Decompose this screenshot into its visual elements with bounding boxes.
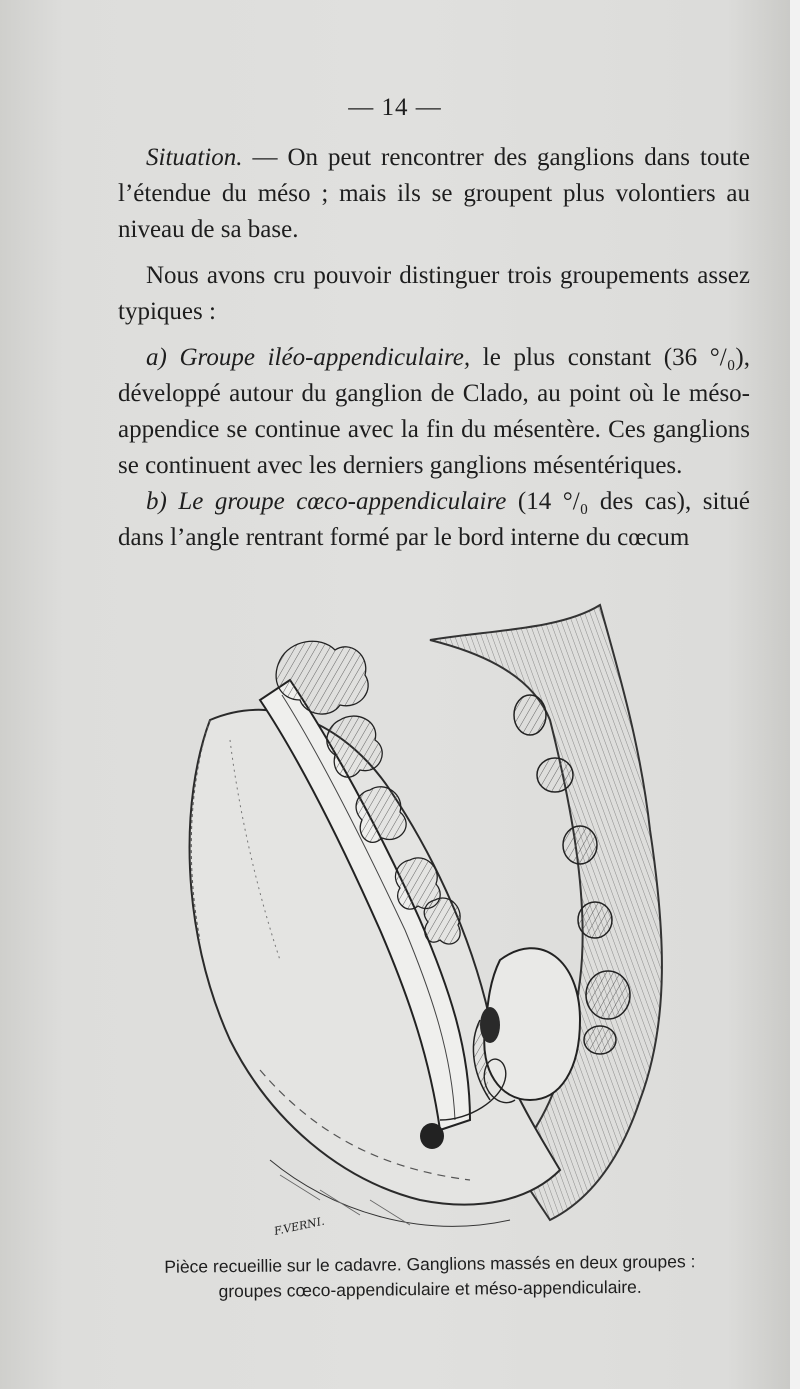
page-edge bbox=[790, 0, 800, 1389]
artist-signature: F.VERNI. bbox=[272, 1214, 326, 1238]
paragraph-lead: Groupe iléo-appendiculaire, bbox=[179, 344, 471, 371]
caption-line: Pièce recueillie sur le cadavre. Ganglions massés en deux groupes : bbox=[164, 1251, 696, 1277]
paragraph-text: (14 °/₀ des cas), situé dans l’angle rentrant formé par le bord interne du cœcum bbox=[118, 488, 750, 551]
paragraph-text: — On peut rencontrer des ganglions dans toute l’étendue du méso ; mais ils se groupent plus volontiers au niveau de sa base. bbox=[118, 144, 750, 243]
page-number: — 14 — bbox=[348, 94, 442, 121]
body-text bbox=[118, 140, 750, 556]
paragraph-text: Nous avons cru pouvoir distinguer trois groupements assez typiques : bbox=[118, 262, 750, 325]
paragraph-groupements bbox=[118, 258, 750, 330]
paragraph-text: le plus constant (36 °/₀), développé autour du ganglion de Clado, au point où le méso-appendice se continue avec la fin du mésentère. Ces ganglions se continuent avec les derniers ganglions mésentériques. bbox=[118, 344, 751, 479]
caption-line: groupes cœco-appendiculaire et méso-appendiculaire. bbox=[218, 1276, 642, 1302]
paragraph-lead: Le groupe cœco-appendiculaire bbox=[178, 488, 507, 515]
ganglion-de-clado bbox=[420, 1123, 444, 1149]
paragraph-groupe-b bbox=[118, 484, 750, 556]
paragraph-marker: a) bbox=[146, 344, 167, 371]
paragraph-situation bbox=[118, 140, 750, 248]
figure-caption bbox=[100, 1249, 760, 1306]
paragraph-marker: b) bbox=[146, 488, 167, 515]
anatomical-illustration bbox=[170, 600, 690, 1250]
paragraph-lead: Situation. bbox=[146, 144, 243, 171]
paragraph-groupe-a bbox=[118, 340, 750, 484]
